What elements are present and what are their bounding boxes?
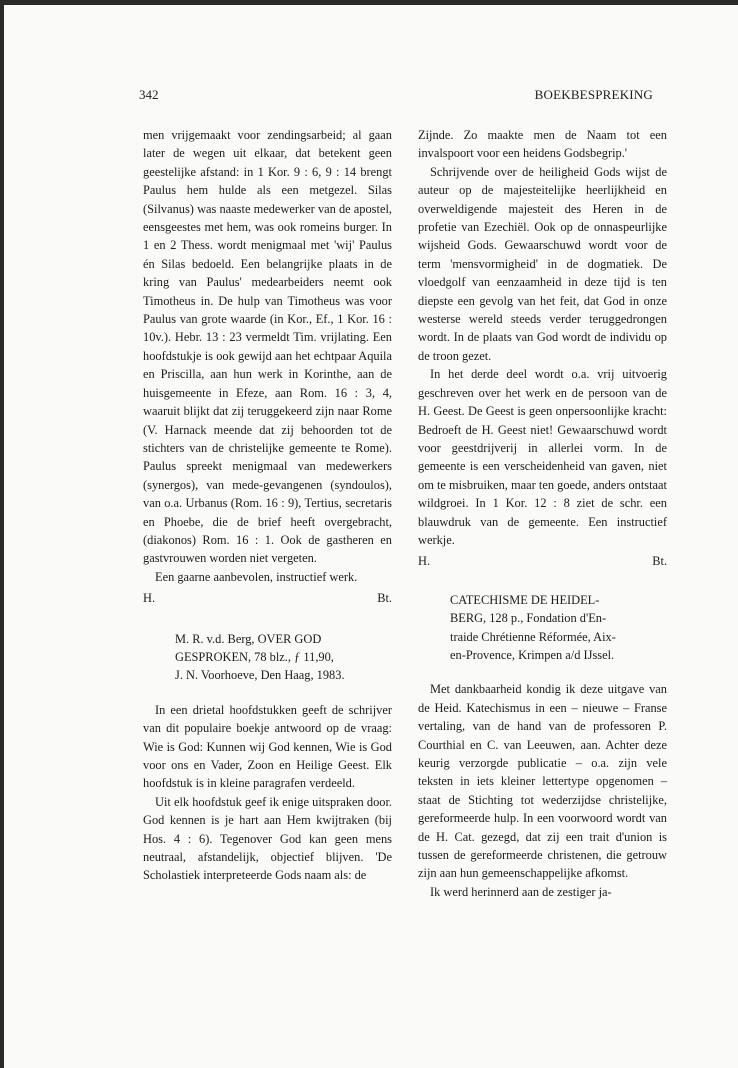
book-citation-line: CATECHISME DE HEIDEL- xyxy=(450,592,600,607)
right-paragraph-3: In het derde deel wordt o.a. vrij uitvoerig geschreven over het werk en de persoon van de H. Geest. De Geest is geen onpersoonlijke kracht: Bedroeft de H. Geest niet! Gewaarschuwd wordt voor geestdrijverij in allerlei vorm. In de gemeente is een verscheidenheid van gaven, niet om te misbruiken, maar ten goede, anders ontstaat wildgroei. In 1 Kor. 12 : 8 ziet de schr. een blauwdruk van de gemeente. Een instructief werkje. xyxy=(418,367,667,547)
review-signature-1 xyxy=(143,589,392,607)
book-citation-line: traide Chrétienne Réformée, Aix- xyxy=(450,629,616,644)
book-citation-line: GESPROKEN, 78 blz., ƒ 11,90, xyxy=(175,649,334,664)
page-header xyxy=(139,87,653,103)
signature-initial: H. xyxy=(418,554,431,569)
signature-initial: H. xyxy=(143,591,156,606)
signature-abbrev: Bt. xyxy=(377,591,392,606)
left-paragraph-4: Uit elk hoofdstuk geef ik enige uitspraken door. God kennen is je hart aan Hem kwijtraken (bij Hos. 4 : 6). Tegenover God kan geen mens neutraal, afstandelijk, objectief blijven. 'De Scholastiek interpreteerde Gods naam als: de xyxy=(143,794,392,883)
book-citation-line: en-Provence, Krimpen a/d IJssel. xyxy=(450,647,615,662)
right-paragraph-1: Zijnde. Zo maakte men de Naam tot een invalspoort voor een heidens Godsbegrip.' xyxy=(418,128,667,161)
running-title: BOEKBESPREKING xyxy=(534,87,653,102)
left-column xyxy=(143,126,392,885)
signature-abbrev: Bt. xyxy=(652,554,667,569)
right-paragraph-5: Ik werd herinnerd aan de zestiger ja- xyxy=(430,884,612,899)
book-citation-line: BERG, 128 p., Fondation d'En- xyxy=(450,611,607,626)
book-citation-over-god xyxy=(143,630,392,685)
review-signature-2 xyxy=(418,552,667,570)
right-column xyxy=(418,126,667,901)
page-number: 342 xyxy=(139,87,159,102)
book-citation-line: M. R. v.d. Berg, OVER GOD xyxy=(175,631,322,646)
left-paragraph-2: Een gaarne aanbevolen, instructief werk. xyxy=(155,569,358,584)
right-paragraph-4: Met dankbaarheid kondig ik deze uitgave van de Heid. Katechismus in een – nieuwe – Franse vertaling, van de hand van de professoren P. Courthial en C. van Leeuwen, aan. Achter deze keurig verzorgde publicatie – o.a. zijn vele teksten in iets kleiner lettertype opgenomen – staat de Stichting tot wederzijdse christelijke, gereformeerde hulp. In een voorwoord wordt van de H. Cat. gezegd, dat zij een trait d'union is tussen de gereformeerde christenen, die getrouw zijn aan hun gemeenschappelijke afkomst. xyxy=(418,682,667,881)
book-citation-catechisme xyxy=(418,591,667,665)
left-paragraph-3: In een drietal hoofdstukken geeft de schrijver van dit populaire boekje antwoord op de vraag: Wie is God: Kunnen wij God kennen, Wie is God voor ons en Vader, Zoon en Heilige Geest. Elk hoofdstuk is in kleine paragrafen verdeeld. xyxy=(143,702,392,791)
left-paragraph-1: men vrijgemaakt voor zendingsarbeid; al gaan later de wegen uit elkaar, dat betekent geen geestelijke afstand: in 1 Kor. 9 : 6, 9 : 14 brengt Paulus hem hulde als een metgezel. Silas (Silvanus) was naaste medewerker van de apostel, eensgeestes met hem, was ook romeins burger. In 1 en 2 Thess. wordt menigmaal met 'wij' Paulus én Silas bedoeld. Een belangrijke plaats in de kring van Paulus' medearbeiders neemt ook Timotheus in. De hulp van Timotheus was voor Paulus van grote waarde (in Kor., Ef., 1 Kor. 16 : 10v.). Hebr. 13 : 23 vermeldt Tim. vrijlating. Een hoofdstukje is ook gewijd aan het echtpaar Aquila en Priscilla, aan hun werk in Korinthe, aan de huisgemeente in Efeze, aan Rom. 16 : 3, 4, waaruit blijkt dat zij teruggekeerd zijn naar Rome (V. Harnack meende dat zij behoorden tot de stichters van de christelijke gemeente te Rome). Paulus spreekt menigmaal van medewerkers (synergos), van mede-gevangenen (syndoulos), van o.a. Urbanus (Rom. 16 : 9), Tertius, secretaris en Phoebe, die de brief heeft overgebracht, (diakonos) Rom. 16 : 1. Ook de gastheren en gastvrouwen worden niet vergeten. xyxy=(143,128,392,566)
book-citation-line: J. N. Voorhoeve, Den Haag, 1983. xyxy=(175,668,345,683)
right-paragraph-2: Schrijvende over de heiligheid Gods wijst de auteur op de majesteitelijke heerlijkheid en overweldigende majesteit des Heren in de profetie van Ezechiël. Ook op de onnaspeurlijke wijsheid Gods. Gewaarschuwd wordt voor de term 'mensvormigheid' in de dogmatiek. De vloedgolf van eenzaamheid in deze tijd is ten diepste een gevolg van het feit, dat God in onze westerse wereld steeds verder teruggedrongen wordt. In de plaats van God wordt de individu op de troon gezet. xyxy=(418,164,667,363)
